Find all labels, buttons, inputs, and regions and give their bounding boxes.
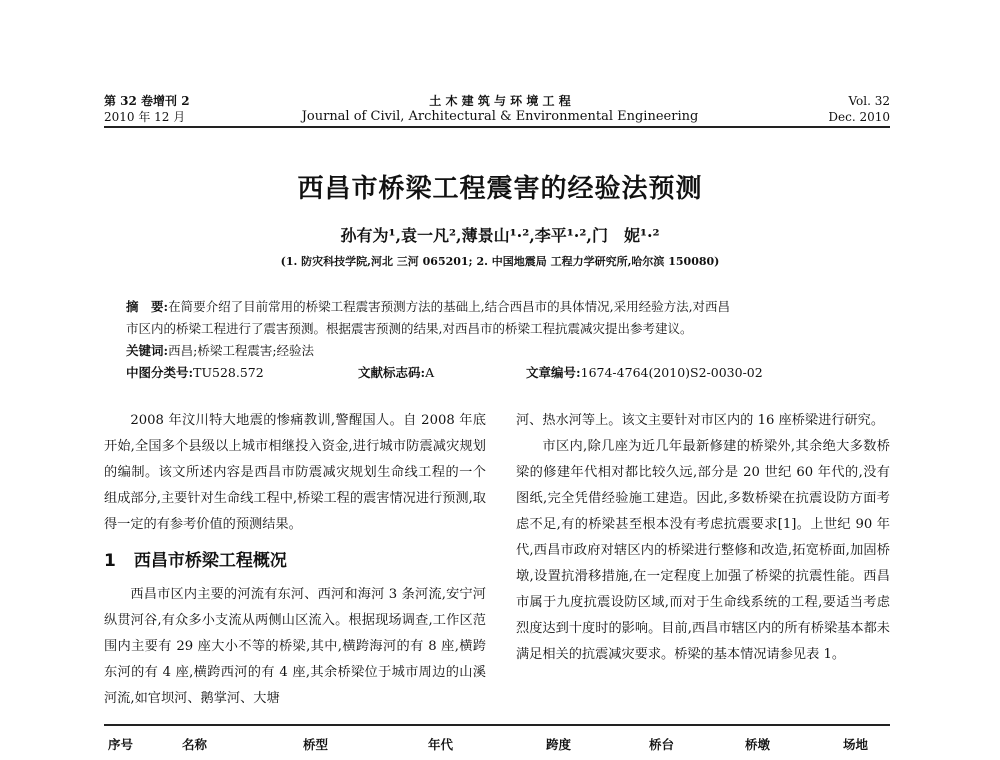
paper-title: 西昌市桥梁工程震害的经验法预测 [297,174,703,204]
table-header-index: 序号 [108,737,134,752]
abstract-line-1 [126,296,886,318]
doc-code-label: 文献标志码: [358,365,426,380]
keywords-line [126,340,886,362]
table-header-era: 年代 [428,737,454,752]
clc [126,362,264,384]
abstract-text-2: 市区内的桥梁工程进行了震害预测。根据震害预测的结果,对西昌市的桥梁工程抗震减灾提出参考建议。 [126,321,693,336]
section-number: 1 [104,551,116,571]
doc-code-value: A [425,365,435,380]
abstract-label: 摘 要: [126,299,169,314]
intro-paragraph: 2008 年汶川特大地震的惨痛教训,警醒国人。自 2008 年底开始,全国多个县级以上城市相继投入资金,进行城市防震减灾规划的编制。该文所述内容是西昌市防震减灾规划生命线工程的一个组成部分,主要针对生命线工程中,桥梁工程的震害情况进行预测,取得一定的有参考价值的预测结果。 [104,413,486,532]
right-paragraph-1: 河、热水河等上。该文主要针对市区内的 16 座桥梁进行研究。 [516,413,885,428]
keywords: 西昌;桥梁工程震害;经验法 [168,343,315,358]
right-column [516,408,890,668]
clc-value: TU528.572 [193,365,264,380]
volume-cn: 第 32 卷增刊 2 [104,94,190,108]
table-header-pier: 桥墩 [745,737,771,752]
date-en: Dec. 2010 [828,110,890,124]
article-number [526,362,763,384]
journal-cn: 土 木 建 筑 与 环 境 工 程 [429,94,571,108]
header-left [104,93,190,125]
journal-en: Journal of Civil, Architectural & Environmental Engineering [301,109,699,124]
right-paragraph-2: 市区内,除几座为近几年最新修建的桥梁外,其余绝大多数桥梁的修建年代相对都比较久远,部分是 20 世纪 60 年代的,没有图纸,完全凭借经验施工建造。因此,多数桥梁在抗震设防方面考虑不足,有的桥梁甚至根本没有考虑抗震要求[1]。上世纪 90 年代,西昌市政府对辖区内的桥梁进行整修和改造,拓宽桥面,加固桥墩,设置抗滑移措施,在一定程度上加强了桥梁的抗震性能。西昌市属于九度抗震设防区域,而对于生命线系统的工程,要适当考虑烈度达到十度时的影响。目前,西昌市辖区内的所有桥梁基本都未满足相关的抗震减灾要求。桥梁的基本情况请参见表 1。 [516,439,890,662]
article-number-value: 1674-4764(2010)S2-0030-02 [580,365,763,380]
table-header-site: 场地 [843,737,869,752]
section-heading [104,548,486,574]
table-top-rule [104,724,890,726]
table-header-bridge-type: 桥型 [303,737,329,752]
date-cn: 2010 年 12 月 [104,110,186,124]
abstract-text-1: 在简要介绍了目前常用的桥梁工程震害预测方法的基础上,结合西昌市的具体情况,采用经验方法,对西昌 [168,299,731,314]
clc-label: 中图分类号: [126,365,194,380]
affiliations: (1. 防灾科技学院,河北 三河 065201; 2. 中国地震局 工程力学研究所,哈尔滨 150080) [280,255,720,268]
header-right [760,93,890,125]
article-number-label: 文章编号: [526,365,581,380]
doc-code [358,362,434,384]
abstract-block [126,296,886,384]
authors: 孙有为¹,袁一凡²,薄景山¹·²,李平¹·²,门 妮¹·² [340,226,660,245]
left-column [104,408,486,712]
section-title: 西昌市桥梁工程概况 [133,551,287,571]
table-header-name: 名称 [182,737,208,752]
table-header-span: 跨度 [546,737,572,752]
vol-en: Vol. 32 [848,94,890,108]
section-paragraph: 西昌市区内主要的河流有东河、西河和海河 3 条河流,安宁河纵贯河谷,有众多小支流从两侧山区流入。根据现场调查,工作区范围内主要有 29 座大小不等的桥梁,其中,横跨海河的有 8 座,横跨东河的有 4 座,横跨西河的有 4 座,其余桥梁位于城市周边的山溪河流,如官坝河、鹅掌河、大塘 [104,587,486,706]
table-header-abutment: 桥台 [649,737,675,752]
classification-line [126,362,886,384]
header-rule [104,126,890,128]
header-center [300,93,700,125]
keywords-label: 关键词: [126,343,169,358]
